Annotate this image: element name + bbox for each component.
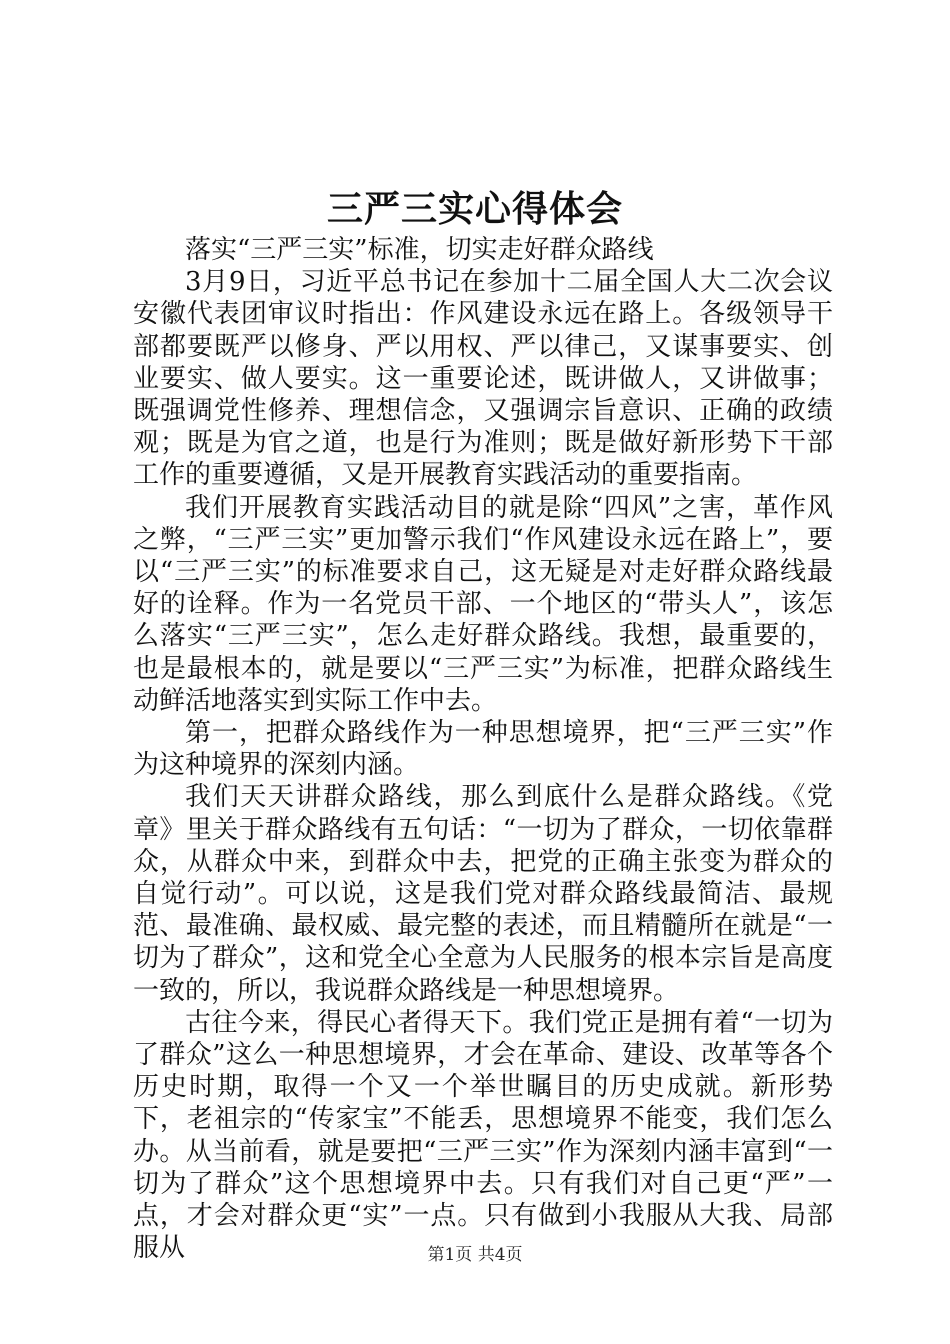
body-paragraph: 古往今来，得民心者得天下。我们党正是拥有着“一切为了群众”这么一种思想境界，才会在革命、建设、改革等各个历史时期，取得一个又一个举世瞩目的历史成就。新形势下，老祖宗的“传家宝”不能丢，思想境界不能变，我们怎么办。从当前看，就是要把“三严三实”作为深刻内涵丰富到“一切为了群众”这个思想境界中去。只有我们对自己更“严”一点，才会对群众更“实”一点。只有做到小我服从大我、局部服从 (133, 1007, 833, 1264)
page-number-footer: 第1页 共4页 (427, 1245, 523, 1265)
body-paragraph: 第一，把群众路线作为一种思想境界，把“三严三实”作为这种境界的深刻内涵。 (133, 718, 833, 781)
body-paragraph: 我们开展教育实践活动目的就是除“四风”之害，革作风之弊，“三严三实”更加警示我们“作风建设永远在路上”，要以“三严三实”的标准要求自己，这无疑是对走好群众路线最好的诠释。作为一名党员干部、一个地区的“带头人”，该怎么落实“三严三实”，怎么走好群众路线。我想，最重要的，也是最根本的，就是要以“三严三实”为标准，把群众路线生动鲜活地落实到实际工作中去。 (133, 492, 833, 716)
subtitle-paragraph: 落实“三严三实”标准，切实走好群众路线 (185, 235, 654, 265)
document-body (133, 234, 833, 1265)
body-paragraph: 我们天天讲群众路线，那么到底什么是群众路线。《党章》里关于群众路线有五句话：“一切为了群众，一切依靠群众，从群众中来，到群众中去，把党的正确主张变为群众的自觉行动”。可以说，这是我们党对群众路线最简洁、最规范、最准确、最权威、最完整的表述，而且精髓所在就是“一切为了群众”，这和党全心全意为人民服务的根本宗旨是高度一致的，所以，我说群众路线是一种思想境界。 (133, 782, 833, 1006)
page-title: 三严三实心得体会 (326, 188, 623, 230)
body-paragraph: 3月9日，习近平总书记在参加十二届全国人大二次会议安徽代表团审议时指出：作风建设永远在路上。各级领导干部都要既严以修身、严以用权、严以律己，又谋事要实、创业要实、做人要实。这一重要论述，既讲做人，又讲做事；既强调党性修养、理想信念，又强调宗旨意识、正确的政绩观；既是为官之道，也是行为准则；既是做好新形势下干部工作的重要遵循，又是开展教育实践活动的重要指南。 (133, 267, 833, 491)
